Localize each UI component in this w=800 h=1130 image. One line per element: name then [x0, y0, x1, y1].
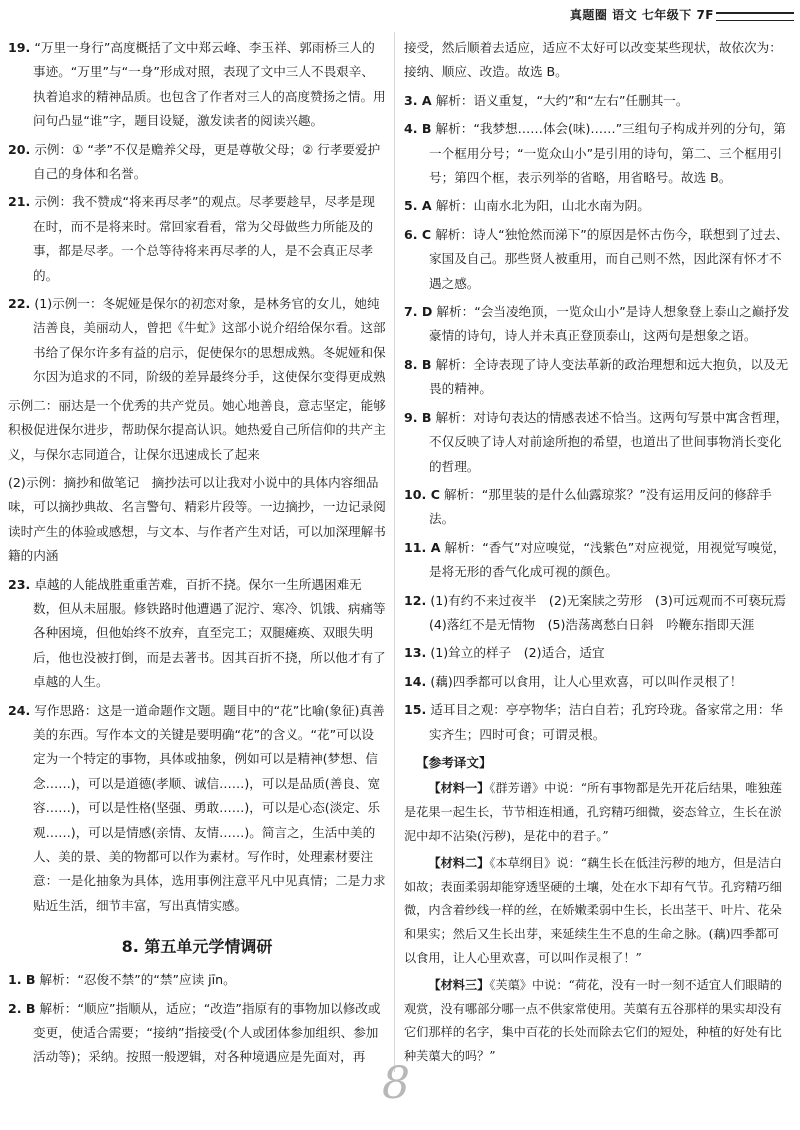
answer-text: 解析：对诗句表达的情感表述不恰当。这两句写景中寓含哲理，不仅反映了诗人对前途所抱的希望，也道出了世间事物消长变化的哲理。 [429, 409, 789, 474]
answer-item [404, 670, 790, 694]
answer-item [404, 483, 790, 532]
answer-number: 6. C [404, 226, 432, 242]
answer-text: 解析：“顺应”指顺从，适应；“改造”指原有的事物加以修改或变更，使适合需要；“接纳”指接受(个人或团体参加组织、参加活动等)；采纳。按照一般逻辑，对各种境遇应是先面对，再 [33, 1000, 381, 1065]
translation-text: 《群芳谱》中说：“所有事物都是先开花后结果，唯独莲是花果一起生长，节节相连相通，孔窍精巧细微，姿态耸立，生长在淤泥中却不沾染(污秽)，是花中的君子。” [404, 781, 782, 843]
translation-paragraph [404, 974, 790, 1068]
answer-number: 10. C [404, 486, 440, 502]
answer-item [404, 300, 790, 349]
answer-text: 写作思路：这是一道命题作文题。题目中的“花”比喻(象征)真善美的东西。写作本文的关键是要明确“花”的含义。“花”可以设定为一个特定的事物，具体或抽象，例如可以是精神(梦想、信念……)，可以是道德(孝顺、诚信……)，可以是品质(善良、宽容……)，可以是性格(坚强、勇敢……)，可以是心态(淡定、乐观……)，可以是情感(亲情、友情……)。简言之，生活中美的人、美的景、美的物都可以作为素材。写作时，处理素材要注意：一是化抽象为具体，选用事例注意平凡中见真情；二是力求贴近生活，细节丰富，写出真情实感。 [33, 702, 386, 913]
answer-number: 2. B [8, 1000, 36, 1016]
page-number: 8 [382, 1058, 410, 1109]
answer-number: 11. A [404, 539, 441, 555]
answer-text: 解析：全诗表现了诗人变法革新的政治理想和远大抱负，以及无畏的精神。 [429, 356, 789, 397]
answer-text: 解析：“那里装的是什么仙露琼浆？”没有运用反问的修辞手法。 [429, 486, 772, 527]
answer-item [404, 223, 790, 296]
translation-paragraph [404, 852, 790, 970]
translation-text: 《芙蕖》中说：“荷花，没有一时一刻不适宜人们眼睛的观赏，没有哪部分哪一点不供家常使用。芙蕖有五谷那样的果实却没有它们那样的名字，集中百花的长处而除去它们的短处，种植的好处有比种芙蕖大的吗？” [404, 978, 782, 1063]
answer-number: 7. D [404, 304, 433, 320]
answer-item [8, 36, 386, 134]
answer-text: (藕)四季都可以食用，让人心里欢喜，可以叫作灵根了！ [430, 673, 743, 689]
answer-item [404, 406, 790, 479]
answer-text: 卓越的人能战胜重重苦难，百折不挠。保尔一生所遇困难无数，但从未屈服。修铁路时他遭遇了泥泞、寒冷、饥饿、病痛等各种困境，但他始终不放弃，直至完工；双腿瘫痪、双眼失明后，他也没被打倒，而是去著书。因其百折不挠，所以他才有了卓越的人生。 [33, 576, 386, 690]
answer-text: 解析：“香气”对应嗅觉，“浅紫色”对应视觉，用视觉写嗅觉，是将无形的香气化成可视的颜色。 [429, 539, 786, 580]
answer-item [404, 353, 790, 402]
right-column [404, 36, 799, 1073]
section-title: 8. 第五单元学情调研 [121, 937, 273, 957]
answer-number: 5. A [404, 198, 432, 214]
answer-text: 解析：“我梦想……体会(味)……”三组句子构成并列的分句，第一个框用分号；“一览众山小”是引用的诗句，第二、三个框用引号；第四个框，表示列举的省略，用省略号。故选 B。 [429, 121, 786, 186]
answer-number: 1. B [8, 972, 36, 988]
answer-number: 15. [404, 702, 427, 718]
column-divider [394, 32, 395, 1072]
translation-text: 《本草纲目》说：“藕生长在低洼污秽的地方，但是洁白如故；表面柔弱却能穿透坚硬的土壤，处在水下却有气节。孔窍精巧细微，内含着纱线一样的丝，在娇嫩柔弱中生长，长出茎干、叶片、花朵和果实；然后又生长出芽，来延续生生不息的生命之脉。(藕)四季都可以食用，让人心里欢喜，可以叫作灵根了！” [404, 856, 782, 965]
answer-text: (1)耸立的样子 (2)适合，适宜 [430, 645, 605, 661]
answer-text: 解析：语义重复，“大约”和“左右”任删其一。 [435, 92, 689, 108]
answer-text: 示例二：丽达是一个优秀的共产党员。她心地善良，意志坚定，能够积极促进保尔进步，帮助保尔提高认识。她热爱自己所信仰的共产主义，与保尔志同道合，让保尔迅速成长了起来 [8, 397, 386, 462]
answer-item [404, 89, 790, 113]
answer-text: (2)示例：摘抄和做笔记 摘抄法可以让我对小说中的具体内容细品味，可以摘抄典故、名言警句、精彩片段等。一边摘抄，一边记录阅读时产生的体验或感想，与文本、与作者产生对话，可以加深理解书籍的内涵 [8, 474, 386, 564]
answer-number: 22. [8, 296, 31, 312]
answer-text: 示例：① “孝”不仅是赡养父母，更是尊敬父母；② 行孝要爱护自己的身体和名誉。 [33, 141, 381, 182]
answer-item [8, 138, 386, 187]
answer-text: 解析：山南水北为阳，山北水南为阴。 [435, 198, 650, 214]
answer-item [404, 117, 790, 190]
answer-item [8, 699, 386, 919]
answer-item [404, 698, 790, 747]
material-tag: 【材料三】 [428, 978, 490, 993]
answer-item [404, 589, 799, 638]
answer-text: 示例：我不赞成“将来再尽孝”的观点。尽孝要趁早，尽孝是现在时，而不是将来时。常回家看看，常为父母做些力所能及的事，都是尽孝。一个总等待将来再尽孝的人，是不会真正尽孝的。 [33, 194, 375, 283]
answer-text: 适耳目之观：亭亭物华；洁白自若；孔窍玲珑。备家常之用：华实齐生；四时可食；可谓灵根。 [429, 702, 783, 742]
header-label: 真题圈 语文 七年级下 7F [569, 8, 714, 22]
answer-item [8, 968, 386, 992]
material-tag: 【材料一】 [428, 781, 490, 796]
answer-number: 23. [8, 576, 31, 592]
answer-item [8, 394, 386, 467]
left-column [8, 36, 386, 1074]
answer-item [404, 194, 790, 218]
answer-number: 21. [8, 194, 31, 210]
answer-number: 24. [8, 702, 31, 718]
page-header [0, 0, 800, 24]
answer-number: 12. [404, 592, 427, 608]
answer-number: 3. A [404, 92, 432, 108]
answer-item [404, 641, 790, 665]
answer-text: (1)有约不来过夜半 (2)无案牍之劳形 (3)可远观而不可亵玩焉 (4)落红不是无情物 (5)浩荡离愁白日斜 吟鞭东指即天涯 [429, 592, 799, 632]
answer-item [8, 997, 386, 1070]
answer-number: 14. [404, 673, 427, 689]
answer-item [404, 36, 790, 85]
answer-number: 9. B [404, 409, 432, 425]
material-tag: 【材料二】 [428, 856, 490, 871]
answer-text: “万里一身行”高度概括了文中郑云峰、李玉祥、郭雨桥三人的事迹。“万里”与“一身”形成对照，表现了文中三人不畏艰辛、执着追求的精神品质。也包含了作者对三人的高度赞扬之情。用问句凸显“谁”字，题目设疑，激发读者的阅读兴趣。 [33, 40, 386, 129]
answer-item [8, 292, 386, 390]
answer-text: 接受，然后顺着去适应，适应不太好可以改变某些现状，故依次为：接纳、顺应、改造。故选 B。 [404, 40, 782, 80]
answer-number: 4. B [404, 121, 432, 137]
answer-text: (1)示例一：冬妮娅是保尔的初恋对象，是林务官的女儿，她纯洁善良，美丽动人，曾把《牛虻》这部小说介绍给保尔看。这部书给了保尔许多有益的启示，促使保尔的思想成熟。冬妮娅和保尔因为追求的不同，阶级的差异最终分手，这使保尔变得更成熟 [33, 296, 386, 385]
answer-number: 13. [404, 645, 427, 661]
translation-paragraph [404, 777, 790, 848]
reference-title: 【参考译文】 [416, 754, 492, 770]
answer-item [8, 190, 386, 288]
answer-item [8, 573, 386, 695]
answer-item [404, 536, 790, 585]
answer-number: 8. B [404, 356, 432, 372]
answer-number: 19. [8, 40, 31, 55]
answer-item [8, 471, 386, 569]
answer-text: 解析：“忍俊不禁”的“禁”应读 jīn。 [39, 972, 236, 988]
answer-text: 解析：诗人“独怆然而涕下”的原因是怀古伤今，联想到了过去、家国及自己。那些贤人被重用，而自己则不然，因此深有怀才不遇之感。 [429, 226, 789, 291]
header-decorative-lines [716, 12, 794, 21]
answer-number: 20. [8, 141, 31, 157]
answer-text: 解析：“会当凌绝顶，一览众山小”是诗人想象登上泰山之巅抒发豪情的诗句，诗人并未真正登顶泰山，这两句是想象之语。 [429, 304, 790, 344]
